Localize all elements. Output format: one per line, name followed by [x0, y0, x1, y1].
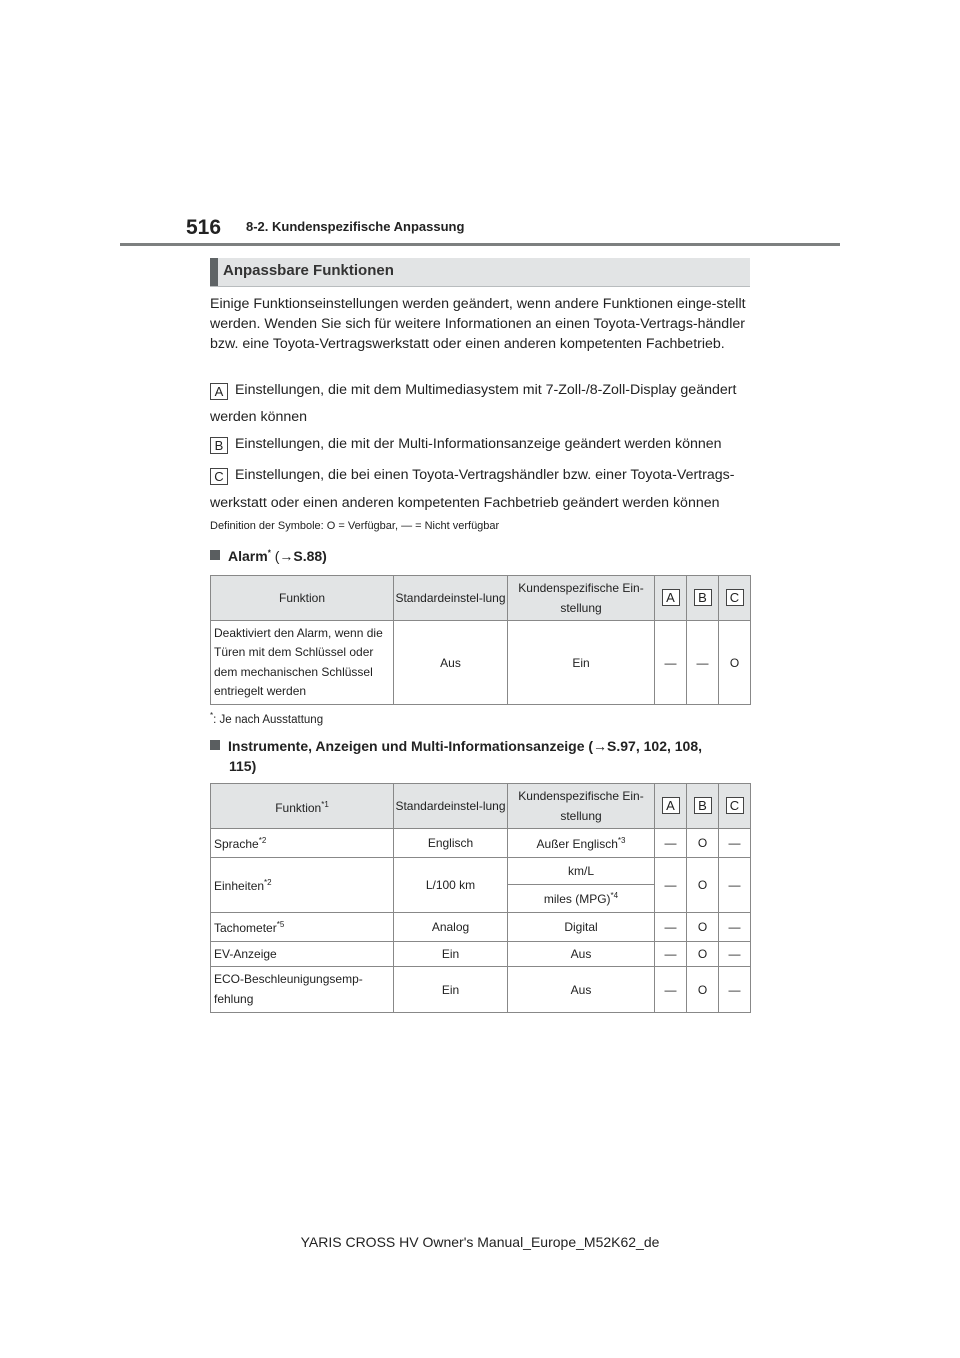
- cell-standard: Aus: [394, 621, 508, 705]
- section-heading: Anpassbare Funktionen: [223, 262, 394, 279]
- legend-c: [210, 467, 734, 485]
- legend-c-text-cont: werkstatt oder einen anderen kompetenten Fachbetrieb geändert werden können: [210, 495, 720, 511]
- badge-b: B: [694, 589, 712, 606]
- table-row: [211, 942, 751, 967]
- legend-a: [210, 382, 736, 400]
- cell-standard: Ein: [394, 967, 508, 1013]
- instruments-title: Instrumente, Anzeigen und Multi-Informationsanzeige (: [228, 738, 594, 754]
- instruments-title-cont: 115): [229, 758, 257, 774]
- cell-funktion-sup: *2: [264, 877, 272, 887]
- alarm-ref-link[interactable]: S.88): [293, 548, 327, 564]
- col-header-standard: Standardeinstel-lung: [394, 784, 508, 829]
- header-rule: [120, 243, 840, 246]
- col-header-kunden: Kundenspezifische Ein-stellung: [508, 576, 655, 621]
- arrow-icon: (→: [274, 548, 294, 564]
- legend-a-text: Einstellungen, die mit dem Multimediasystem mit 7-Zoll-/8-Zoll-Display geändert: [234, 382, 737, 398]
- alarm-table: [210, 575, 751, 705]
- cell-kunden: Aus: [508, 967, 655, 1013]
- heading-accent-bar: [210, 258, 218, 286]
- cell-c: —: [719, 858, 751, 913]
- col-header-standard: Standardeinstel-lung: [394, 576, 508, 621]
- symbols-definition: Definition der Symbole: O = Verfügbar, — = Nicht verfügbar: [210, 520, 500, 532]
- legend-b: [210, 436, 722, 454]
- instruments-ref-link[interactable]: S.97, 102, 108,: [607, 738, 703, 754]
- badge-a: A: [662, 797, 680, 814]
- col-header-a: [655, 576, 687, 621]
- cell-b: O: [687, 913, 719, 942]
- cell-c: —: [719, 967, 751, 1013]
- cell-a: —: [655, 967, 687, 1013]
- square-bullet-icon: [210, 740, 220, 750]
- cell-kunden: Aus: [508, 942, 655, 967]
- badge-b: B: [694, 797, 712, 814]
- badge-a: A: [210, 383, 228, 400]
- section-title: 8-2. Kundenspezifische Anpassung: [246, 219, 465, 234]
- page-number: 516: [186, 216, 222, 239]
- cell-kunden: km/L: [508, 858, 655, 885]
- badge-a: A: [662, 589, 680, 606]
- cell-a: —: [655, 621, 687, 705]
- cell-a: —: [655, 913, 687, 942]
- footnote: [210, 711, 323, 726]
- arrow-icon: →: [593, 738, 608, 754]
- table-row: [211, 913, 751, 942]
- cell-standard: Englisch: [394, 829, 508, 858]
- square-bullet-icon: [210, 550, 220, 560]
- cell-kunden-sup: *3: [617, 835, 626, 845]
- table-row: [211, 967, 751, 1013]
- col-header-b: [687, 576, 719, 621]
- cell-c: —: [719, 913, 751, 942]
- badge-c: C: [726, 589, 744, 606]
- col-header-funktion-label: Funktion: [275, 800, 322, 815]
- cell-c: —: [719, 942, 751, 967]
- cell-c: O: [719, 621, 751, 705]
- instruments-table: [210, 783, 751, 1013]
- col-header-funktion: Funktion: [211, 576, 394, 621]
- table-row: [211, 858, 751, 885]
- table-row: [211, 829, 751, 858]
- cell-standard: Analog: [394, 913, 508, 942]
- alarm-title: Alarm: [228, 548, 268, 564]
- cell-funktion-label: Tachometer: [214, 920, 277, 935]
- cell-b: —: [687, 621, 719, 705]
- cell-kunden: Digital: [508, 913, 655, 942]
- cell-b: O: [687, 829, 719, 858]
- col-header-c: [719, 784, 751, 829]
- cell-funktion-label: Einheiten: [214, 878, 265, 893]
- cell-kunden: Ein: [508, 621, 655, 705]
- table-row: [211, 621, 751, 705]
- cell-funktion: [211, 913, 394, 942]
- col-header-funktion-sup: *1: [321, 799, 329, 809]
- badge-c: C: [210, 468, 228, 485]
- legend-c-text: Einstellungen, die bei einen Toyota-Vertragshändler bzw. einer Toyota-Vertrags-: [234, 467, 735, 483]
- cell-c: —: [719, 829, 751, 858]
- cell-a: —: [655, 942, 687, 967]
- cell-funktion-label: Sprache: [214, 836, 259, 851]
- col-header-funktion: [211, 784, 394, 829]
- cell-b: O: [687, 967, 719, 1013]
- col-header-c: [719, 576, 751, 621]
- cell-kunden-label: Außer Englisch: [536, 836, 618, 851]
- col-header-b: [687, 784, 719, 829]
- cell-kunden: [508, 829, 655, 858]
- intro-paragraph: Einige Funktionseinstellungen werden geändert, wenn andere Funktionen einge-stellt werden. Wenden Sie sich für weitere Informationen an einen Toyota-Vertrags-händler bzw. eine Toyota-Vertragswerkstatt oder einen anderen kompetenten Fachbetrieb.: [210, 296, 746, 352]
- cell-standard: Ein: [394, 942, 508, 967]
- col-header-kunden: Kundenspezifische Ein-stellung: [508, 784, 655, 829]
- cell-funktion-sup: *5: [276, 919, 285, 929]
- cell-kunden: [508, 885, 655, 913]
- cell-standard: L/100 km: [394, 858, 508, 913]
- col-header-a: [655, 784, 687, 829]
- cell-kunden-label: miles (MPG): [543, 892, 611, 906]
- legend-b-text: Einstellungen, die mit der Multi-Informationsanzeige geändert werden können: [234, 436, 722, 452]
- footnote-text: : Je nach Ausstattung: [213, 713, 324, 726]
- alarm-title-sup: *: [267, 548, 271, 558]
- alarm-subheading: [210, 548, 327, 564]
- cell-funktion: ECO-Beschleunigungsemp-fehlung: [211, 967, 394, 1013]
- cell-funktion: Deaktiviert den Alarm, wenn die Türen mit dem Schlüssel oder dem mechanischen Schlüssel entriegelt werden: [211, 621, 394, 705]
- cell-b: O: [687, 942, 719, 967]
- page-footer: YARIS CROSS HV Owner's Manual_Europe_M52K62_de: [300, 1234, 660, 1250]
- instruments-subheading: [210, 738, 702, 754]
- cell-funktion: [211, 858, 394, 913]
- cell-funktion: EV-Anzeige: [211, 942, 394, 967]
- badge-c: C: [726, 797, 744, 814]
- badge-b: B: [210, 437, 228, 454]
- section-heading-box: [210, 258, 750, 287]
- footnote-mark: *: [210, 711, 214, 720]
- cell-kunden-sup: *4: [610, 891, 619, 900]
- cell-funktion: [211, 829, 394, 858]
- cell-b: O: [687, 858, 719, 913]
- cell-a: —: [655, 829, 687, 858]
- cell-a: —: [655, 858, 687, 913]
- legend-a-text-cont: werden können: [210, 409, 308, 425]
- cell-funktion-sup: *2: [258, 835, 267, 845]
